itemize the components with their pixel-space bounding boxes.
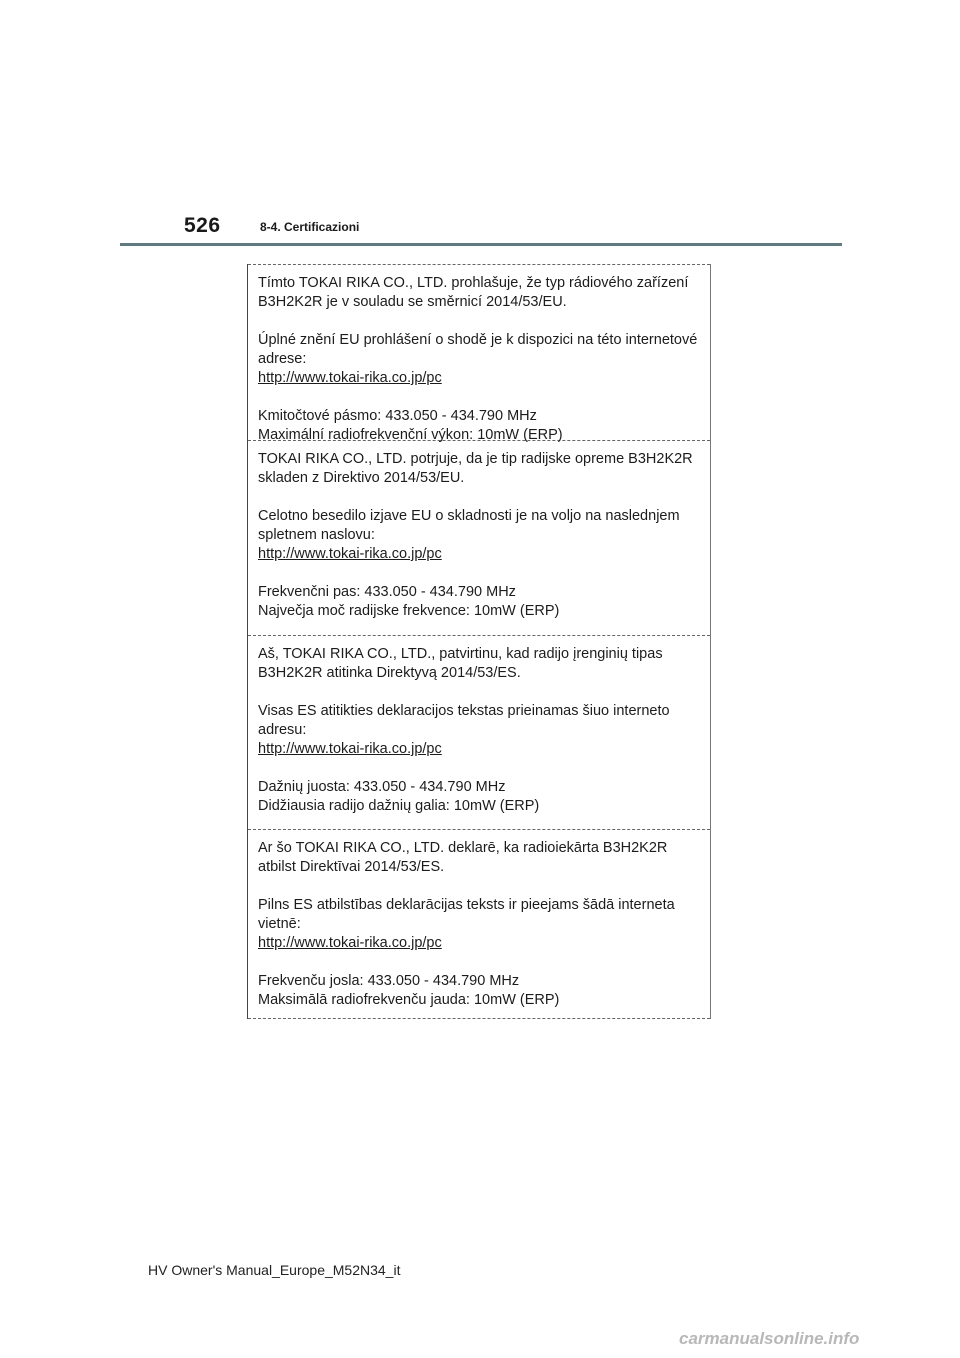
page-number: 526 [184, 214, 221, 237]
declaration-url-link[interactable]: http://www.tokai-rika.co.jp/pc [258, 935, 442, 951]
declaration [258, 274, 700, 312]
specifications [258, 778, 700, 816]
certification-block-lithuanian [248, 635, 710, 829]
fulltext-line: Úplné znění EU prohlášení o shodě je k dispozici na této internetové [258, 332, 698, 348]
fulltext-notice [258, 331, 700, 388]
specifications [258, 972, 700, 1010]
fulltext-line: adresu: [258, 722, 307, 738]
declaration-url-link[interactable]: http://www.tokai-rika.co.jp/pc [258, 546, 442, 562]
fulltext-line: adrese: [258, 351, 307, 367]
fulltext-line: vietnē: [258, 916, 301, 932]
specifications [258, 583, 700, 621]
watermark: carmanualsonline.info [679, 1329, 860, 1348]
declaration-line: Tímto TOKAI RIKA CO., LTD. prohlašuje, že typ rádiového zařízení [258, 275, 689, 291]
fulltext-line: spletnem naslovu: [258, 527, 375, 543]
declaration [258, 645, 700, 683]
max-power: Največja moč radijske frekvence: 10mW (ERP) [258, 603, 560, 619]
frequency-band: Frekvenčni pas: 433.050 - 434.790 MHz [258, 584, 516, 600]
certification-block-czech [248, 264, 710, 443]
fulltext-line: Visas ES atitikties deklaracijos tekstas prieinamas šiuo interneto [258, 703, 670, 719]
declaration-line: Ar šo TOKAI RIKA CO., LTD. deklarē, ka radioiekārta B3H2K2R [258, 840, 668, 856]
fulltext-line: Pilns ES atbilstības deklarācijas teksts ir pieejams šādā interneta [258, 897, 675, 913]
declaration [258, 839, 700, 877]
declaration-line: skladen z Direktivo 2014/53/EU. [258, 470, 465, 486]
declaration-url-link[interactable]: http://www.tokai-rika.co.jp/pc [258, 370, 442, 386]
max-power: Didžiausia radijo dažnių galia: 10mW (ERP) [258, 798, 540, 814]
fulltext-notice [258, 896, 700, 953]
max-power: Maximální radiofrekvenční výkon: 10mW (ERP) [258, 427, 563, 443]
certification-box [247, 264, 711, 1019]
section-title: 8-4. Certificazioni [260, 220, 360, 234]
max-power: Maksimālā radiofrekvenču jauda: 10mW (ERP) [258, 992, 560, 1008]
manual-footer: HV Owner's Manual_Europe_M52N34_it [148, 1262, 401, 1278]
frequency-band: Kmitočtové pásmo: 433.050 - 434.790 MHz [258, 408, 537, 424]
declaration [258, 450, 700, 488]
header-divider [120, 243, 842, 246]
declaration-url-link[interactable]: http://www.tokai-rika.co.jp/pc [258, 741, 442, 757]
fulltext-notice [258, 507, 700, 564]
fulltext-line: Celotno besedilo izjave EU o skladnosti je na voljo na naslednjem [258, 508, 680, 524]
declaration-line: Aš, TOKAI RIKA CO., LTD., patvirtinu, kad radijo įrenginių tipas [258, 646, 663, 662]
frequency-band: Frekvenču josla: 433.050 - 434.790 MHz [258, 973, 520, 989]
certification-block-latvian [248, 829, 710, 1019]
declaration-line: atbilst Direktīvai 2014/53/ES. [258, 859, 445, 875]
fulltext-notice [258, 702, 700, 759]
frequency-band: Dažnių juosta: 433.050 - 434.790 MHz [258, 779, 506, 795]
certification-block-slovenian [248, 440, 710, 635]
declaration-line: B3H2K2R atitinka Direktyvą 2014/53/ES. [258, 665, 521, 681]
declaration-line: TOKAI RIKA CO., LTD. potrjuje, da je tip radijske opreme B3H2K2R [258, 451, 693, 467]
declaration-line: B3H2K2R je v souladu se směrnicí 2014/53/EU. [258, 294, 567, 310]
